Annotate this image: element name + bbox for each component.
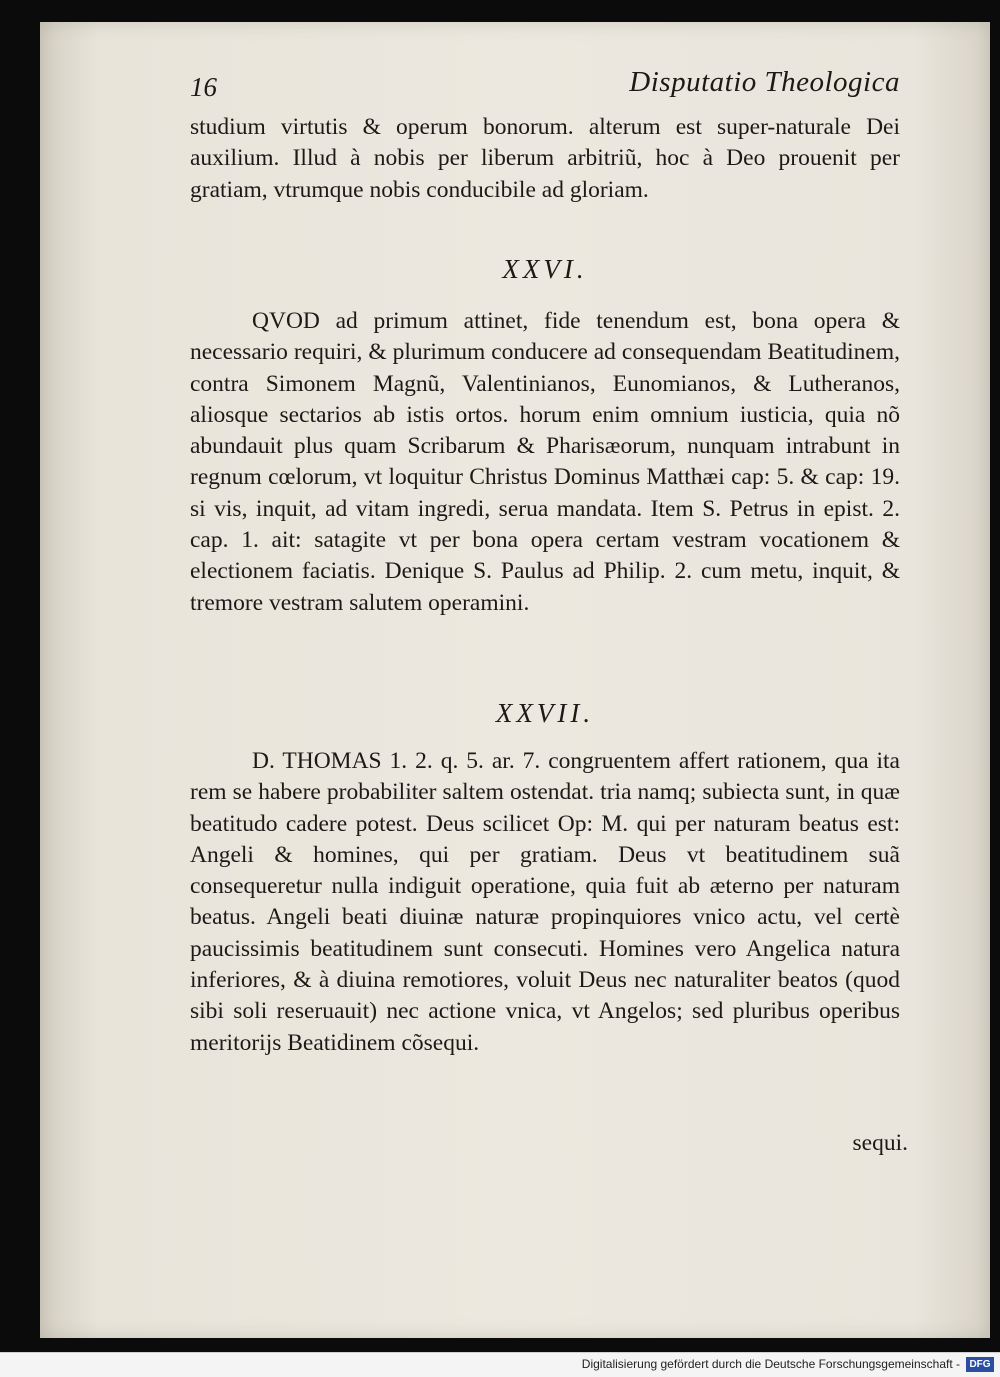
running-title: Disputatio Theologica	[629, 66, 900, 98]
paragraph-xxvii	[190, 746, 900, 1059]
paragraph-text: studium virtutis & operum bonorum. alterum est super-naturale Dei auxilium. Illud à nobis per liberum arbitriũ, hoc à Deo prouenit per gratiam, vtrumque nobis conducibile ad gloriam.	[190, 114, 900, 203]
paragraph-text: QVOD ad primum attinet, fide tenendum est, bona opera & necessario requiri, & plurimum conducere ad consequendam Beatitudinem, contra Simonem Magnũ, Valentinianos, Eunomianos, & Lutheranos, aliosque sectarios ab istis ortos. horum enim omnium iusticia, quia nõ abundauit plus quam Scribarum & Pharisæorum, nunquam intrabunt in regnum cœlorum, vt loquitur Christus Dominus Matthæi cap: 5. & cap: 19. si vis, inquit, ad vitam ingredi, serua mandata. Item S. Petrus in epist. 2. cap. 1. ait: satagite vt per bona opera certam vestram vocationem & electionem faciatis. Denique S. Paulus ad Philip. 2. cum metu, inquit, & tremore vestram salutem operamini.	[190, 308, 900, 616]
footer-bar	[0, 1352, 1000, 1377]
footer-credit: Digitalisierung gefördert durch die Deutsche Forschungsgemeinschaft -	[581, 1357, 960, 1371]
section-heading-xxvi: XXVI.	[502, 254, 588, 284]
section-heading-xxvii: XXVII.	[495, 698, 595, 728]
paragraph-xxvi	[190, 306, 900, 619]
catchword: sequi.	[852, 1130, 908, 1156]
dfg-logo: DFG	[966, 1357, 994, 1372]
book-page	[40, 22, 990, 1338]
page-header	[190, 66, 900, 116]
paragraph-continuation	[190, 112, 900, 206]
paragraph-text: D. THOMAS 1. 2. q. 5. ar. 7. congruentem affert rationem, qua ita rem se habere probabiliter saltem ostendat. tria namq; subiecta sunt, in quæ beatitudo cadere potest. Deus scilicet Op: M. qui per naturam beatus est: Angeli & homines, qui per gratiam. Deus vt beatitudinem suã consequeretur nulla indiguit operatione, quia fuit ab æterno per naturam beatus. Angeli beati diuinæ naturæ propinquiores vnico actu, vel certè paucissimis beatitudinem sunt consecuti. Homines vero Angelica natura inferiores, & à diuina remotiores, voluit Deus nec naturaliter beatos (quod sibi soli reseruauit) nec actione vnica, vt Angelos; sed pluribus operibus meritorijs Beatidinem cõsequi.	[190, 748, 900, 1056]
page-number: 16	[190, 72, 217, 102]
